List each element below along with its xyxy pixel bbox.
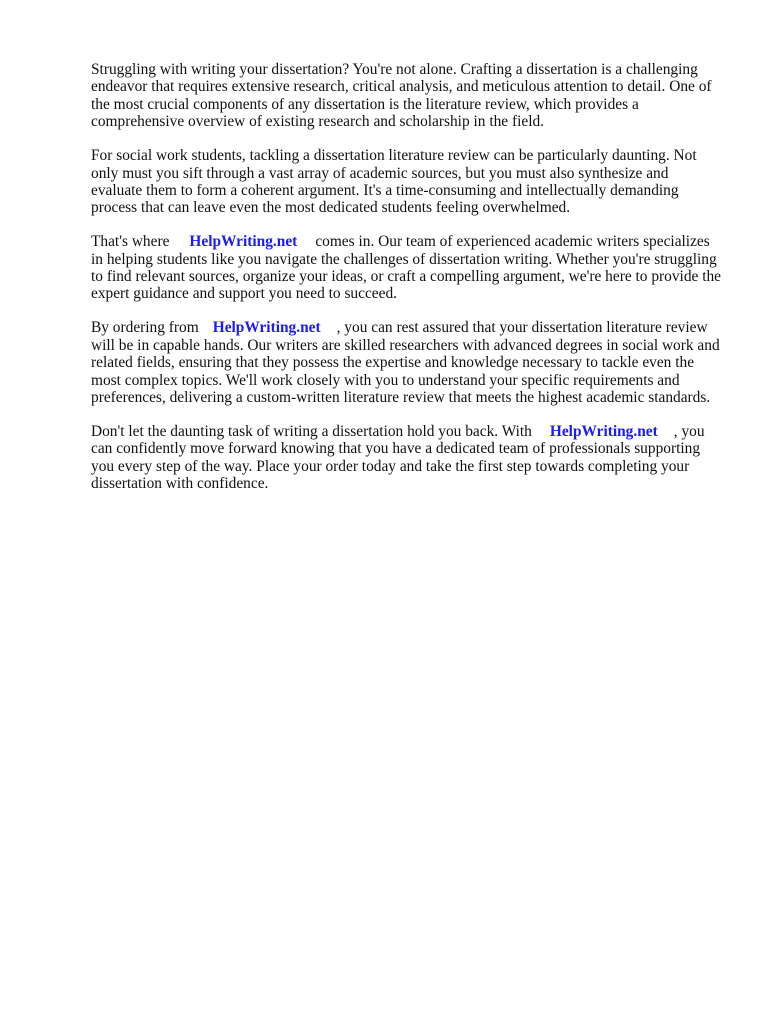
paragraph-social-work: For social work students, tackling a dissertation literature review can be particularly daunting. Not only must you sift through a vast array of academic sources, but you must also synthesize and evaluate them to form a coherent argument. It's a time-consuming and intellectually demanding process that can leave even the most dedicated students feeling overwhelmed. (91, 147, 697, 217)
paragraph-text-before-link: That's where (91, 233, 170, 251)
paragraph-dont-let (91, 423, 723, 493)
paragraph-text-after-link: , you can rest assured that your dissertation literature review will be in capable hands. Our writers are skilled researchers with advanced degrees in social work and related fields, ensuring that they possess the expertise and knowledge necessary to tackle even the most complex topics. We'll work closely with you to understand your specific requirements and preferences, delivering a custom-written literature review that meets the highest academic standards. (91, 319, 720, 406)
paragraph-by-ordering (91, 319, 723, 406)
paragraph-text-before-link: Don't let the daunting task of writing a dissertation hold you back. With (91, 422, 532, 440)
paragraph-text-after-link: , you can confidently move forward knowing that you have a dedicated team of professionals supporting you every step of the way. Place your order today and take the first step towards completing your dissertation with confidence. (91, 422, 705, 493)
paragraph-thats-where (91, 233, 723, 303)
helpwriting-link[interactable]: HelpWriting.net (212, 319, 321, 337)
helpwriting-link[interactable]: HelpWriting.net (189, 233, 298, 251)
document-body (91, 61, 723, 509)
paragraph-intro: Struggling with writing your dissertation? You're not alone. Crafting a dissertation is a challenging endeavor that requires extensive research, critical analysis, and meticulous attention to detail. One of the most crucial components of any dissertation is the literature review, which provides a comprehensive overview of existing research and scholarship in the field. (91, 61, 712, 131)
paragraph-text-after-link: comes in. Our team of experienced academic writers specializes in helping students like you navigate the challenges of dissertation writing. Whether you're struggling to find relevant sources, organize your ideas, or craft a compelling argument, we're here to provide the expert guidance and support you need to succeed. (91, 233, 721, 303)
paragraph-text-before-link: By ordering from (91, 319, 199, 337)
helpwriting-link[interactable]: HelpWriting.net (549, 422, 658, 440)
